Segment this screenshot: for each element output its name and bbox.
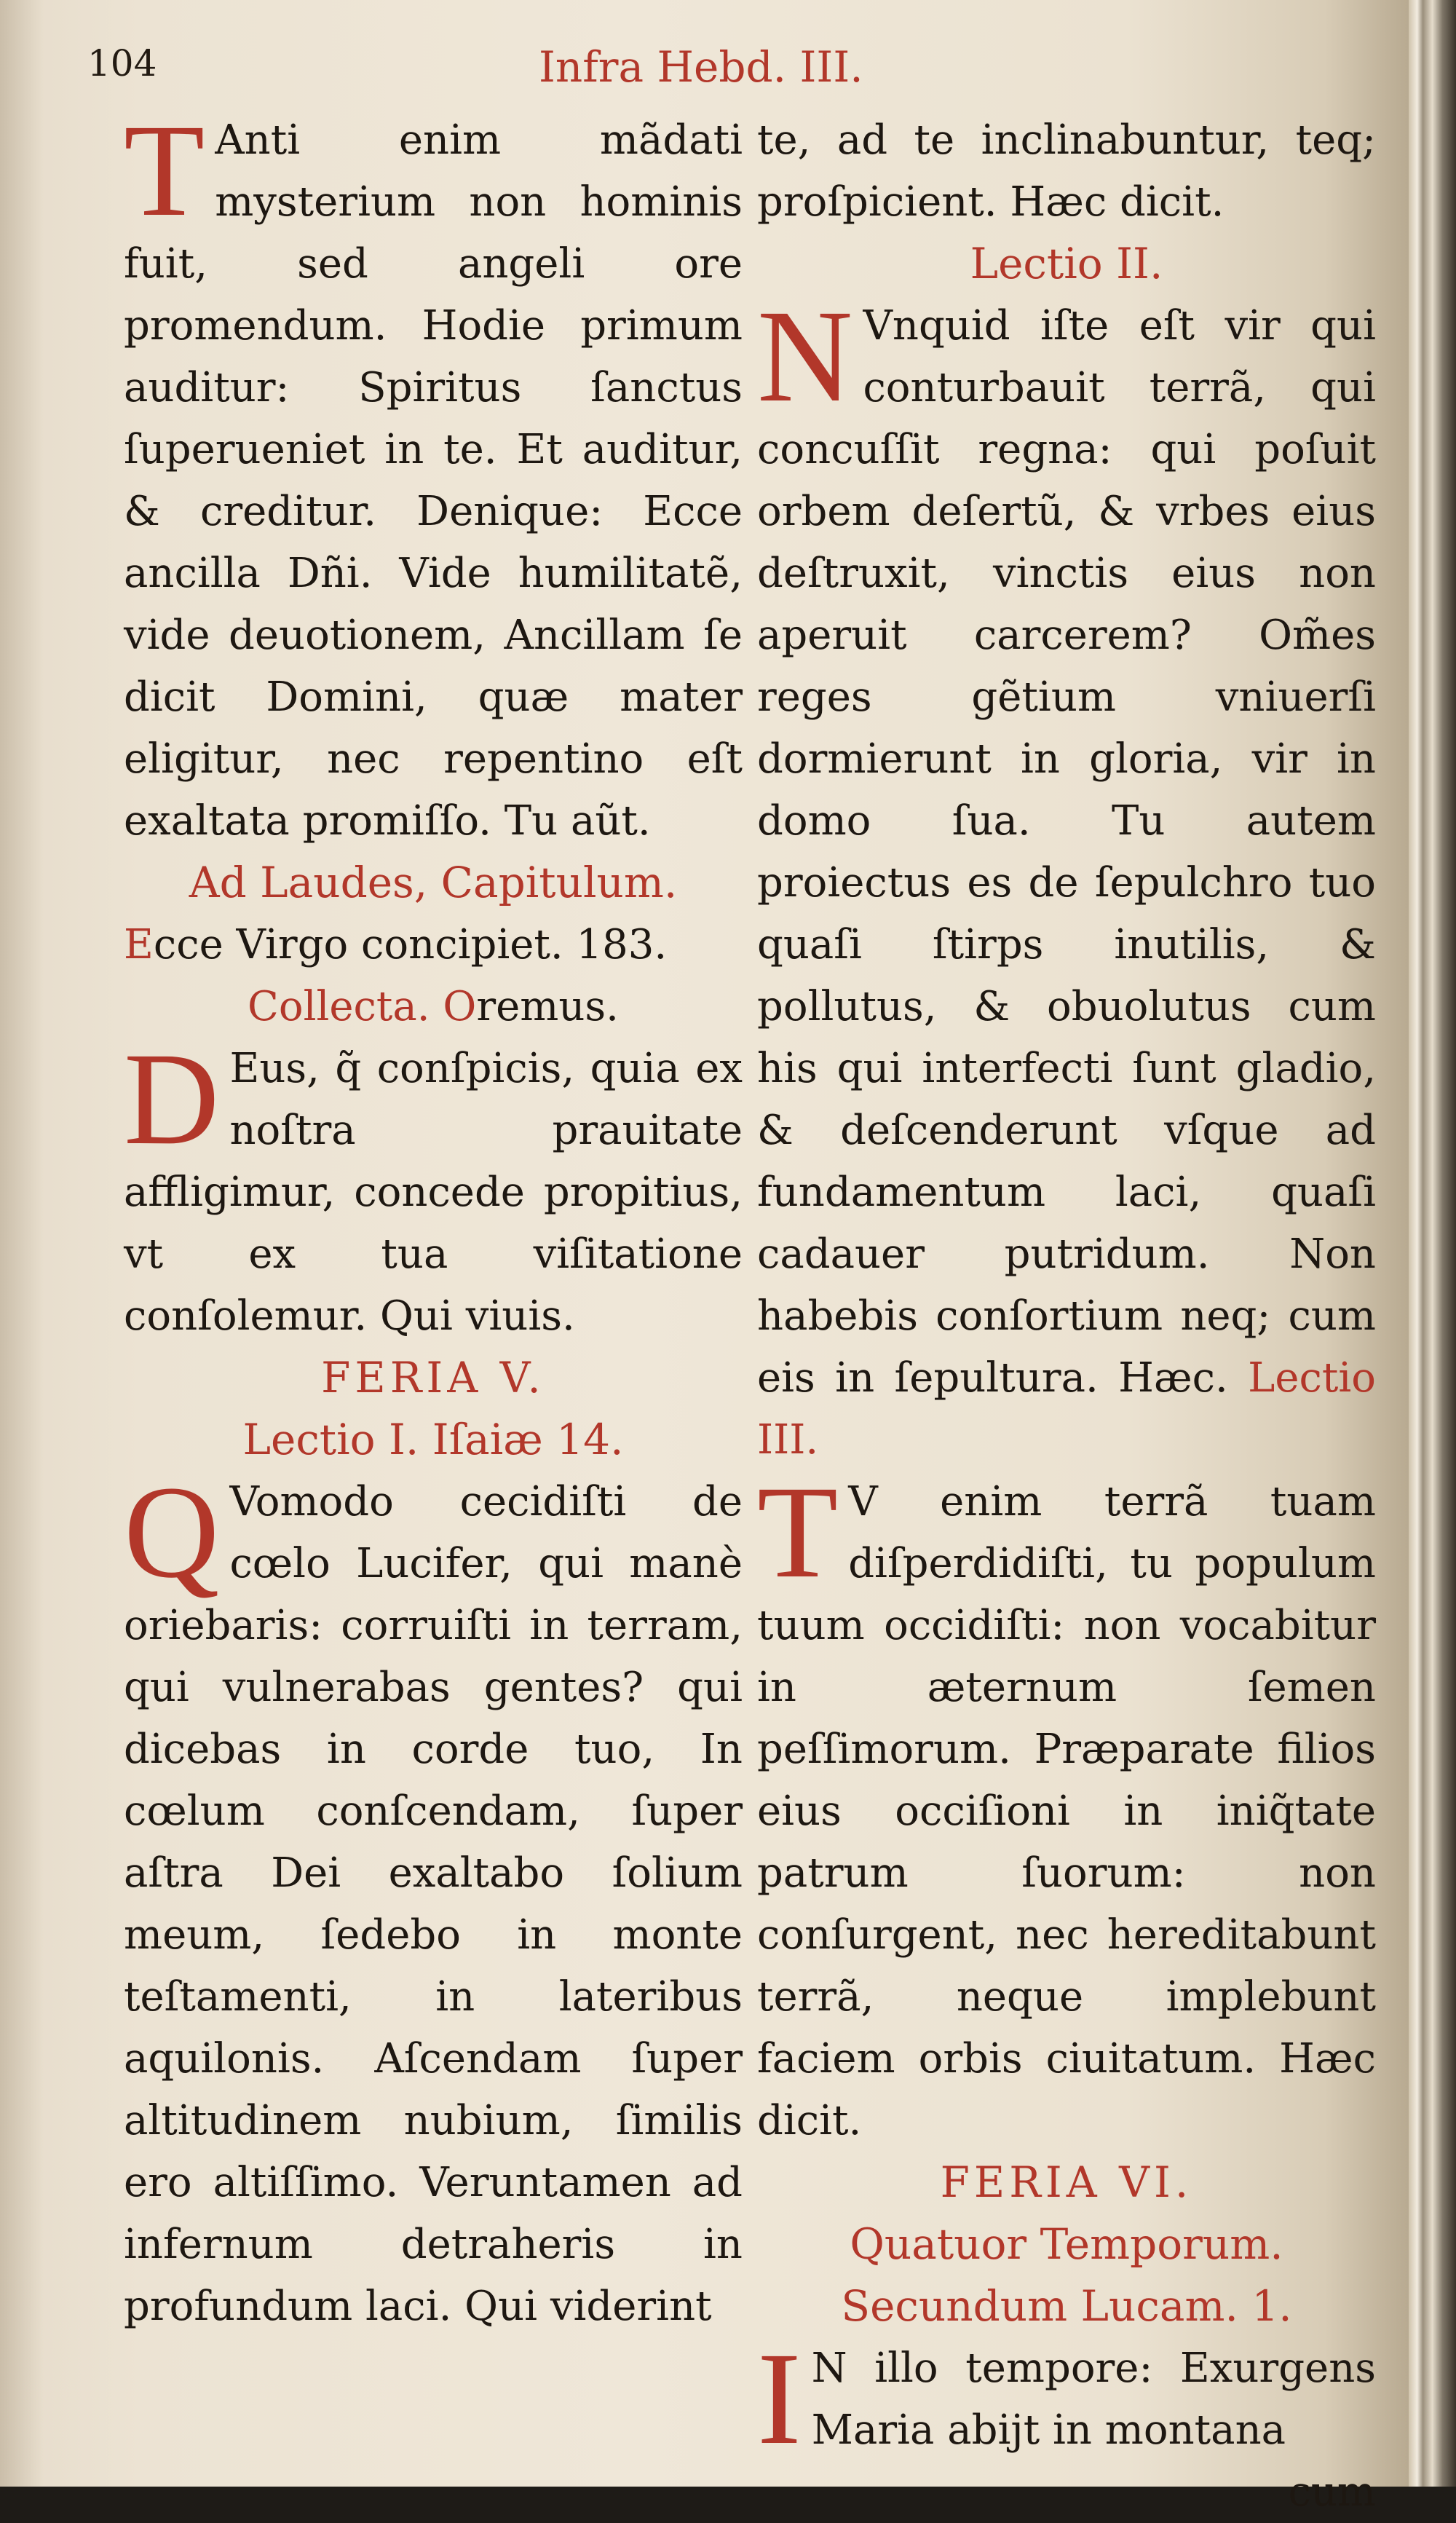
quatuor-temporum-heading: Quatuor Temporum.	[850, 2219, 1283, 2269]
capitulum-text: cce Virgo concipiet. 183.	[153, 921, 668, 968]
left-column	[124, 98, 743, 2337]
left-paragraph-1	[124, 98, 743, 852]
paragraph-text: Vomodo cecidiſti de cœlo Lucifer, qui manè oriebaris: corruiſti in terram, qui vulnerabas gentes? qui dicebas in corde tuo, In cœlum conſcendam, ſuper aſtra Dei exaltabo ſolium meum, ſedebo in monte teſtamenti, in lateribus aquilonis. Aſcendam ſuper altitudinem nubium, ſimilis ero altiſſimo. Veruntamen ad infernum detraheris in profundum laci. Qui viderint	[124, 1478, 743, 2330]
drop-cap: T	[757, 1459, 839, 1606]
right-paragraph-3	[757, 1459, 1376, 2152]
catchword: cum	[1288, 2468, 1376, 2516]
drop-cap: I	[757, 2326, 802, 2472]
feria-vi-heading: FERIA VI.	[940, 2157, 1193, 2207]
page-header	[87, 42, 1369, 100]
capitulum-initial: E	[124, 921, 154, 968]
feria-v-heading: FERIA V.	[321, 1353, 545, 1402]
paragraph-text: Anti enim mãdati mysterium non hominis fuit, sed angeli ore promendum. Hodie primum auditur: Spiritus ſanctus ſuperueniet in te. Et auditur, & creditur. Denique: Ecce ancilla Dñi. Vide humilitatẽ, vide deuotionem, Ancillam ſe dicit Domini, quæ mater eligitur, nec repentino eſt exaltata promiſſo. Tu aũt.	[124, 117, 743, 845]
drop-cap: D	[124, 1026, 220, 1172]
paragraph-text: Vnquid iſte eſt vir qui conturbauit terrã, qui concuſſit regna: qui poſuit orbem deſertũ, & vrbes eius deſtruxit, vinctis eius non aperuit carcerem? Om̃es reges gẽtium vniuerſi dormierunt in gloria, vir in domo ſua. Tu autem proiectus es de ſepulchro tuo quaſi ſtirps inutilis, & pollutus, & obuolutus cum his qui interfecti ſunt gladio, & deſcenderunt vſque ad fundamentum laci, quaſi cadauer putridum. Non habebis conſortium neq; cum eis in ſepultura. Hæc.	[757, 302, 1376, 1402]
running-title: Infra Hebd. III.	[539, 42, 863, 92]
page-edge	[1409, 0, 1456, 2487]
left-paragraph-2	[124, 1026, 743, 1347]
laudes-heading: Ad Laudes, Capitulum.	[189, 858, 678, 907]
left-paragraph-3	[124, 1459, 743, 2337]
right-paragraph-2	[757, 283, 1376, 1471]
capitulum-line	[124, 914, 743, 976]
secundum-lucam-heading: Secundum Lucam. 1.	[841, 2281, 1292, 2331]
paragraph-text: Eus, q̃ conſpicis, quia ex noſtra prauitate affligimur, concede propitius, vt ex tua viſitatione conſolemur. Qui viuis.	[124, 1045, 743, 1340]
lectio-2-heading: Lectio II.	[970, 239, 1163, 288]
right-paragraph-4	[757, 2326, 1376, 2472]
page-number: 104	[87, 42, 157, 84]
right-column	[757, 109, 1376, 2523]
oremus-initial: O	[443, 983, 477, 1030]
drop-cap: T	[124, 98, 205, 244]
drop-cap: Q	[124, 1459, 220, 1606]
drop-cap: N	[757, 283, 853, 430]
paragraph-text: N illo tempore: Exurgens Maria abijt in montana	[811, 2345, 1376, 2454]
oremus-text: remus.	[476, 983, 619, 1030]
collecta-label: Collecta.	[248, 983, 430, 1030]
lectio-3-heading: Lectio III.	[757, 1354, 1376, 1464]
paragraph-text: V enim terrã tuam diſperdidiſti, tu populum tuum occidiſti: non vocabitur in æternum ſemen peſſimorum. Præparate filios eius occiſioni in iniq̃tate patrum ſuorum: non conſurgent, nec hereditabunt terrã, neque implebunt faciem orbis ciuitatum. Hæc dicit.	[757, 1478, 1376, 2144]
right-paragraph-1: te, ad te inclinabuntur, teq; proſpicient. Hæc dicit.	[757, 117, 1376, 226]
gutter-shadow	[0, 0, 44, 2487]
lectio-1-heading: Lectio I. Iſaiæ 14.	[242, 1415, 624, 1464]
